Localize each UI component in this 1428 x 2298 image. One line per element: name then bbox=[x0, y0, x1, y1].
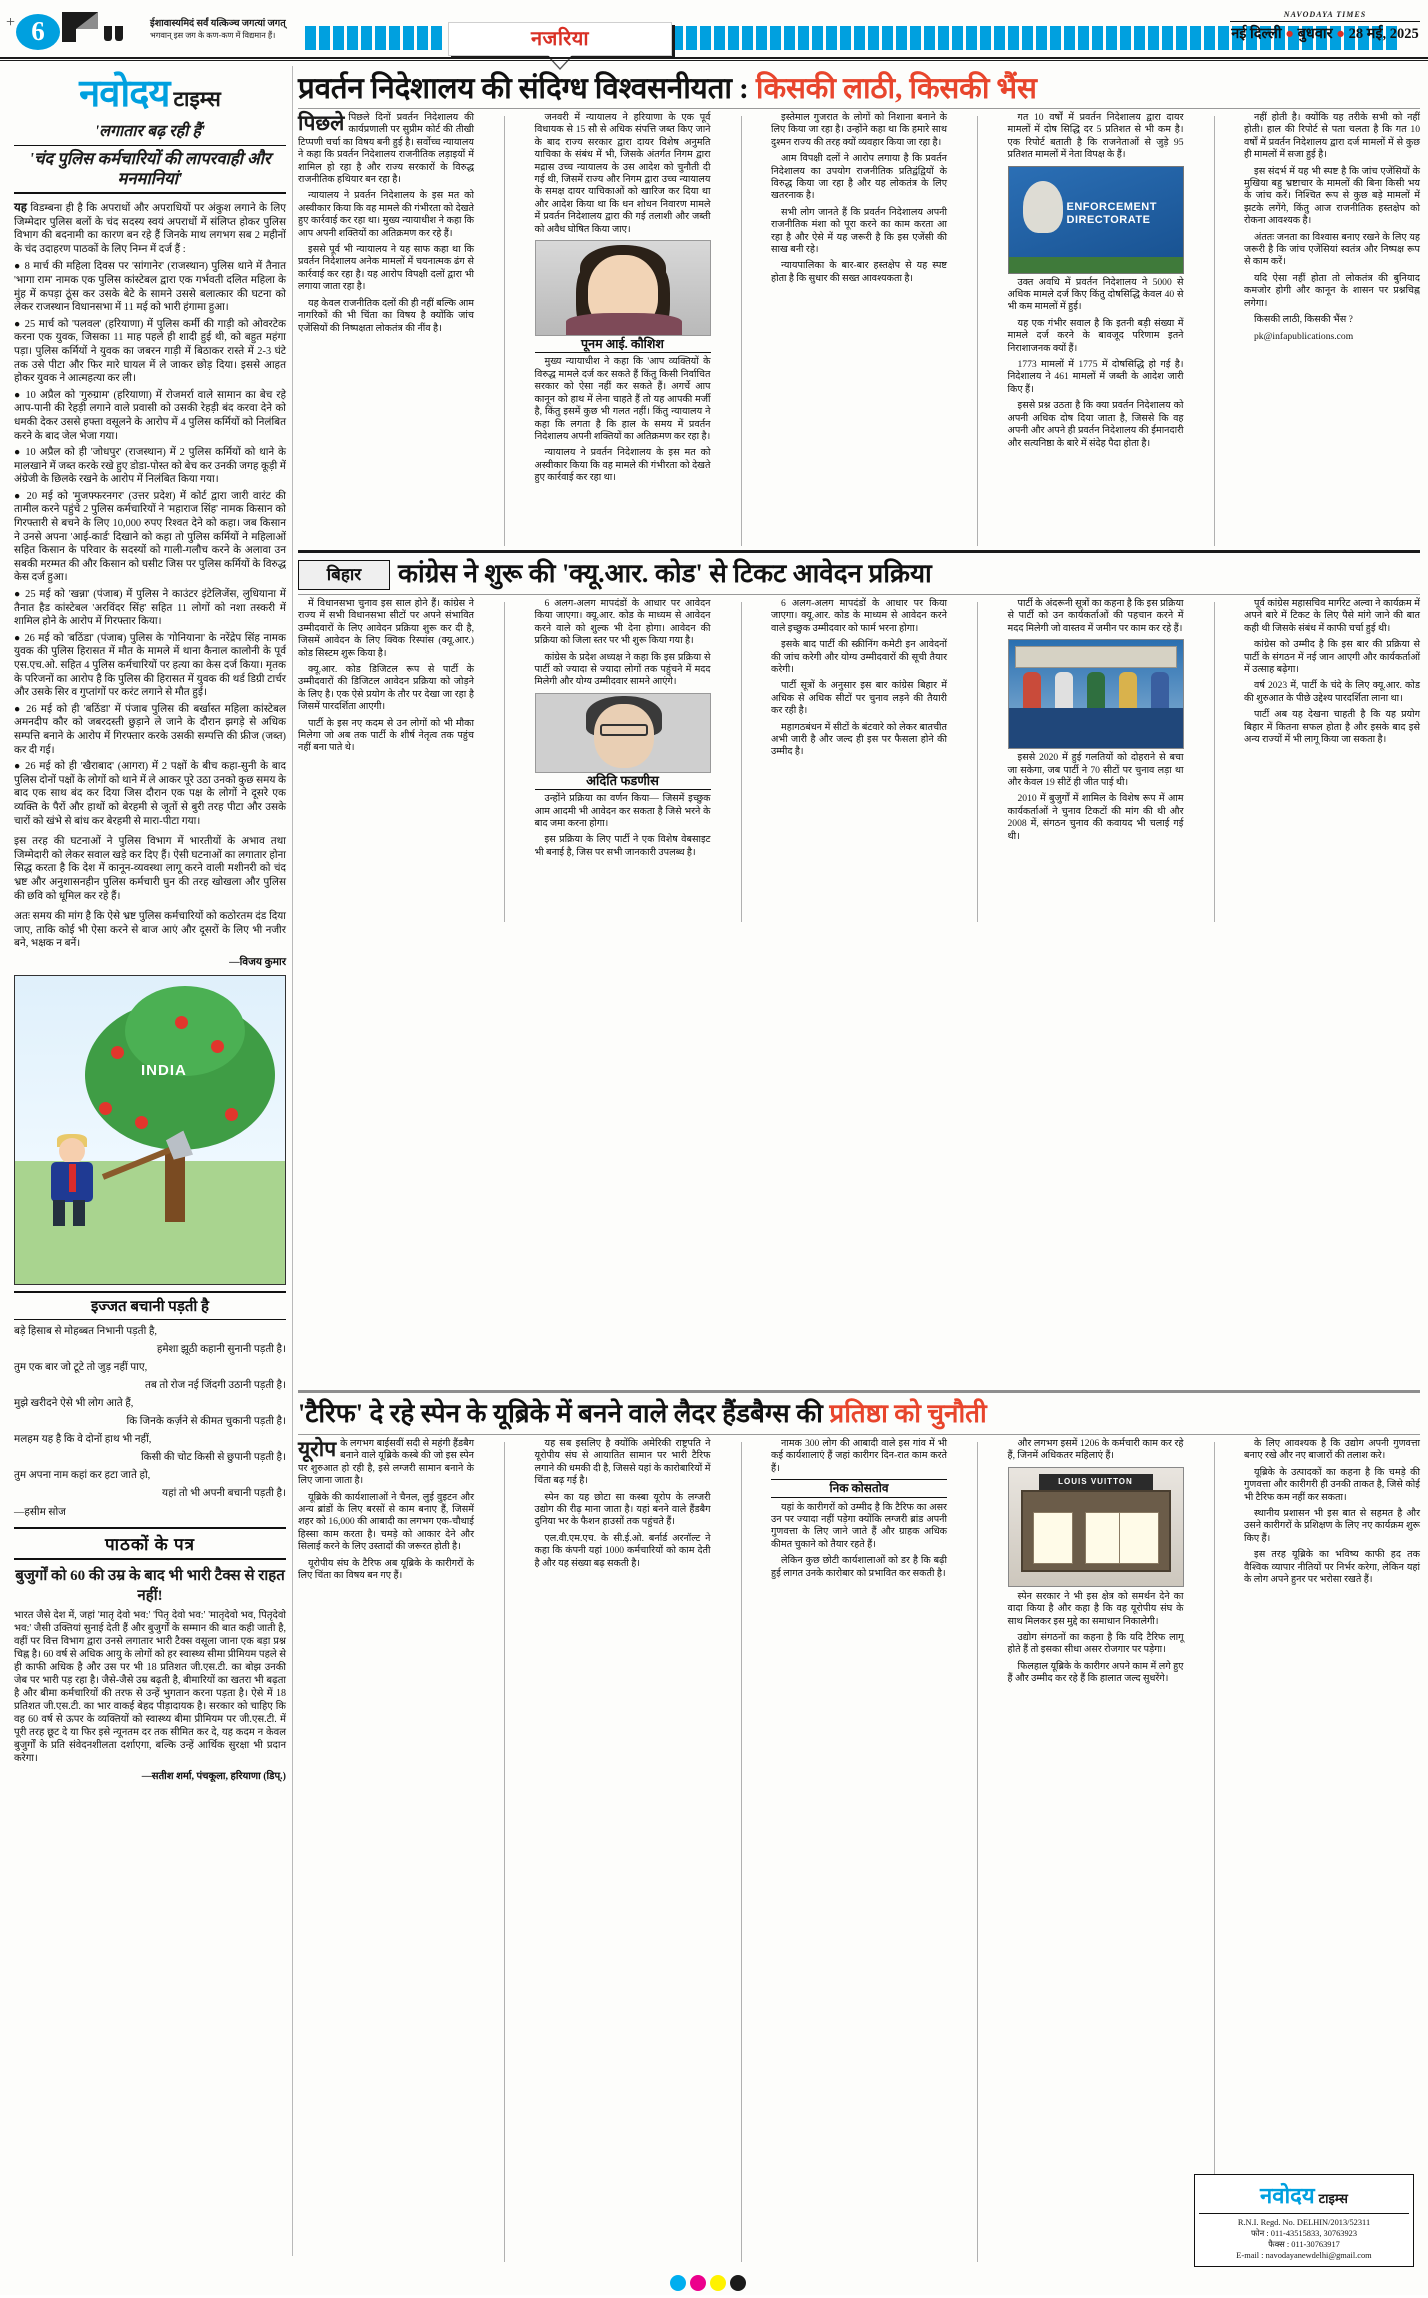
column-divider bbox=[1214, 602, 1215, 922]
page-number-badge: 6 bbox=[16, 14, 60, 50]
story-paragraph: स्पेन का यह छोटा सा कस्बा यूरोप के लग्जरी उद्योग की रीढ़ माना जाता है। यहां बनने वाले हैंडबैग दुनिया भर के फैशन हाउसों तक पहुंचते हैं। bbox=[534, 1491, 711, 1528]
decor-bar bbox=[896, 26, 907, 50]
cartoon-figure bbox=[41, 1138, 111, 1224]
editorial-lead bbox=[14, 201, 286, 256]
edition-date: 28 मई, 2025 bbox=[1348, 26, 1419, 42]
author-name: अदिति फडणीस bbox=[535, 775, 711, 790]
decor-bar bbox=[389, 26, 400, 50]
sanskrit-motto bbox=[150, 18, 300, 42]
imprint-logo bbox=[1199, 2180, 1409, 2210]
decor-bar bbox=[994, 26, 1005, 50]
decor-bar bbox=[714, 26, 725, 50]
decor-bar bbox=[1134, 26, 1145, 50]
decor-bar bbox=[1078, 26, 1089, 50]
sanskrit-line-2: भगवान् इस जग के कण-कण में विद्यमान हैं। bbox=[150, 31, 276, 40]
story-column bbox=[1244, 1438, 1420, 1590]
decor-bar bbox=[756, 26, 767, 50]
story-paragraph: यहां के कारीगरों को उम्मीद है कि टैरिफ का असर उन पर ज्यादा नहीं पड़ेगा क्योंकि लग्जरी ब्रांड अपनी गुणवत्ता के लिए जाने जाते हैं और ग्राहक अधिक कीमत चुकाने को तैयार रहते हैं। bbox=[771, 1501, 947, 1550]
story-paragraph: 1773 मामलों में 1775 में दोषसिद्धि हो गई है। निदेशालय ने 461 मामलों में जब्ती के आदेश जारी किए हैं। bbox=[1007, 359, 1184, 395]
poem-line: बड़े हिसाब से मोहब्बत निभानी पड़ती है, bbox=[14, 1325, 157, 1337]
story2-top-rule bbox=[298, 550, 1420, 553]
decor-bar bbox=[1092, 26, 1103, 50]
logo-times: टाइम्स bbox=[173, 87, 221, 111]
story-paragraph: पार्टी के इस नए कदम से उन लोगों को भी मौका मिलेगा जो अब तक पार्टी के शीर्ष नेतृत्व तक पहुंच नहीं बना पाते थे। bbox=[298, 717, 474, 754]
story-column bbox=[298, 1438, 474, 1586]
decor-bar bbox=[417, 26, 428, 50]
story-paragraph: स्थानीय प्रशासन भी इस बात से सहमत है और उसने कारीगरों के प्रशिक्षण के लिए नए कार्यक्रम शुरू किए हैं। bbox=[1244, 1508, 1420, 1544]
decor-bar bbox=[1162, 26, 1173, 50]
story-column bbox=[1244, 112, 1420, 347]
story-paragraph: स्पेन सरकार ने भी इस क्षेत्र को समर्थन देने का वादा किया है और कहा है कि वह यूरोपीय संघ के साथ मिलकर इस मुद्दे का समाधान निकालेगी। bbox=[1007, 1590, 1184, 1627]
editorial-closing-1: इस तरह की घटनाओं ने पुलिस विभाग में भारतीयों के अभाव तथा जिम्मेदारी को लेकर सवाल खड़े कर दिए हैं। ऐसी घटनाओं का लगातार होना सिद्ध करता है कि देश में कानून-व्यवस्था लागू करने वाली मशीनरी को चंद भ्रष्ट और अनुशासनहीन पुलिस कर्मचारी घुन की तरह खोखला और पुलिस की छवि को धूमिल कर रहे हैं। bbox=[14, 836, 286, 902]
quote-icon bbox=[104, 26, 128, 42]
story-paragraph: और लगभग इसमें 1206 के कर्मचारी काम कर रहे हैं, जिनमें अधिकतर महिलाएं हैं। bbox=[1007, 1438, 1184, 1462]
decor-bar bbox=[910, 26, 921, 50]
story-column bbox=[535, 112, 711, 489]
story-paragraph: सभी लोग जानते हैं कि प्रवर्तन निदेशालय अपनी राजनीतिक मंशा को पूरा करने का काम करता आ रहा है और ऐसे में यह जरूरी है कि इस एजेंसी की साख बनी रहे। bbox=[771, 206, 947, 256]
story-paragraph: यह केवल राजनीतिक दलों की ही नहीं बल्कि आम नागरिकों की भी चिंता का विषय है क्योंकि जांच एजेंसियों की निष्पक्षता लोकतंत्र की नींव है। bbox=[298, 297, 474, 334]
story-paragraph: जनवरी में न्यायालय ने हरियाणा के एक पूर्व विधायक से 15 सौ से अधिक संपत्ति जब्त किए जाने के बाद राज्य सरकार द्वारा दायर विशेष अनुमति याचिका के संबंध में भी, जिसके अंतर्गत निगम द्वारा मद्रास उच्च न्यायालय के उस आदेश को चुनौती दी गई थी, जिसमें राज्य और निगम द्वारा उच्च न्यायालय के समक्ष दायर याचिकाओं को खारिज कर दिया था और आदेश किया था कि धन शोधन निवारण मामले में प्रवर्तन निदेशालय द्वारा की गई तलाशी और जब्ती को अवैध घोषित किया जाए। bbox=[534, 112, 711, 235]
paper-name-en: NAVODAYA TIMES bbox=[1283, 10, 1367, 19]
decor-bar bbox=[1036, 26, 1047, 50]
poem-line: कि जिनके कर्ज़ने से कीमत चुकानी पड़ती है। bbox=[126, 1415, 286, 1427]
navodaya-logo bbox=[14, 66, 286, 141]
story3-columns bbox=[298, 1438, 1420, 2298]
story-paragraph: इस्तेमाल गुजरात के लोगों को निशाना बनाने के लिए किया जा रहा है। उन्होंने कहा था कि हमारे साथ दुश्मन राज्य की तरह क्यों व्यवहार किया जा रहा है। bbox=[771, 112, 947, 148]
story-paragraph: एल.वी.एम.एच. के सी.ई.ओ. बर्नार्ड अरनॉल्ट ने कहा कि कंपनी यहां 1000 कर्मचारियों को काम देती है और यह संख्या बढ़ सकती है। bbox=[534, 1532, 711, 1569]
column-divider bbox=[1214, 116, 1215, 546]
story2-columns bbox=[298, 598, 1420, 928]
sanskrit-line-1: ईशावास्यमिदं सर्वं यत्किञ्च जगत्यां जगत् bbox=[150, 18, 286, 29]
story3-headline-black: 'टैरिफ' दे रहे स्पेन के यूब्रिके में बनने वाले लैदर हैंडबैग्स की bbox=[298, 1399, 823, 1428]
story-paragraph: इससे 2020 में हुई गलतियों को दोहराने से बचा जा सकेगा, जब पार्टी ने 70 सीटों पर चुनाव लड़ा था और केवल 19 सीटें ही जीत पाई थी। bbox=[1007, 752, 1184, 789]
decor-bar bbox=[347, 26, 358, 50]
imprint-email: E-mail : navodayanewdelhi@gmail.com bbox=[1236, 2251, 1372, 2260]
story2-headline-text: कांग्रेस ने शुरू की 'क्यू.आर. कोड' से टिकट आवेदन प्रक्रिया bbox=[398, 559, 932, 588]
story-paragraph: आम विपक्षी दलों ने आरोप लगाया है कि प्रवर्तन निदेशालय का उपयोग राजनीतिक प्रतिद्वंद्वियों के विरुद्ध किया जा रहा है और यह लोकतंत्र के लिए खतरनाक है। bbox=[771, 153, 947, 202]
decor-bar bbox=[798, 26, 809, 50]
story-paragraph: इस तरह यूब्रिके का भविष्य काफी हद तक वैश्विक व्यापार नीतियों पर निर्भर करेगा, लेकिन यहां के लोग अपने हुनर पर भरोसा रखते हैं। bbox=[1244, 1549, 1420, 1586]
decor-bar bbox=[319, 26, 330, 50]
column-divider bbox=[1214, 1442, 1215, 2262]
header-rule bbox=[0, 57, 1428, 59]
poem-line: तुम एक बार जो टूटे तो जुड़ नहीं पाए, bbox=[14, 1361, 148, 1373]
decor-bar bbox=[770, 26, 781, 50]
column-divider-main bbox=[292, 66, 293, 2256]
column-divider bbox=[504, 116, 505, 546]
story2-headline bbox=[398, 558, 1418, 590]
decor-bar bbox=[1148, 26, 1159, 50]
poem-line: तुम अपना नाम कहां कर हटा जाते हो, bbox=[14, 1469, 151, 1481]
decor-bar bbox=[305, 26, 316, 50]
decor-bar bbox=[1218, 26, 1229, 50]
main-headline-black: प्रवर्तन निदेशालय की संदिग्ध विश्वसनीयता : bbox=[298, 73, 749, 105]
story-column bbox=[771, 598, 947, 763]
decor-bar bbox=[952, 26, 963, 50]
imprint-phone: फोन : 011-43515833, 30763923 bbox=[1250, 2229, 1358, 2238]
separator-dot-2: ● bbox=[1336, 26, 1345, 42]
story-column bbox=[535, 598, 711, 863]
column-divider bbox=[977, 602, 978, 922]
column-divider bbox=[741, 116, 742, 546]
story-paragraph: कांग्रेस के प्रदेश अध्यक्ष ने कहा कि इस प्रक्रिया से पार्टी को ज्यादा से ज्यादा लोगों तक पहुंचने में मदद मिलेगी और योग्य उम्मीदवार सामने आएंगे। bbox=[534, 651, 711, 688]
editorial-bullet: ● 8 मार्च की महिला दिवस पर 'सांगानेर' (राजस्थान) पुलिस थाने में तैनात 'भागा राम' नामक एक पुलिस कांस्टेबल द्वारा एक गर्भवती दलित महिला के मुंह में कपड़ा ठूंस कर उसके बेटे के सामने उससे बलात्कार की घटना को लेकर राजस्थान विधानसभा में 11 मई को भारी हंगामा हुआ। bbox=[14, 261, 286, 314]
decor-bar bbox=[375, 26, 386, 50]
decor-bar bbox=[966, 26, 977, 50]
dropcap: यूरोप bbox=[298, 1437, 337, 1461]
story-paragraph: 6 अलग-अलग मापदंडों के आधार पर आवेदन किया जाएगा। क्यू.आर. कोड के माध्यम से आवेदन करने वाले को शुल्क भी देना होगा। आवेदन की प्रक्रिया को जिला स्तर पर भी शुरू किया गया है। bbox=[534, 598, 711, 647]
poem-title: इज्जत बचानी पड़ती है bbox=[14, 1291, 286, 1320]
editorial-bullet: ● 26 मई को ही 'खैराबाद' (आगरा) में 2 पक्षों के बीच कहा-सुनी के बाद पुलिस दोनों पक्षों के लोगों को थाने में ले आकर पूरे उठा उनको कुछ समय के बाद एक साथ बंद कर दिया जिस दौरान एक पक्ष के लोगों ने दूसरे एक व्यक्ति के पैरों और हाथों को बेरहमी से जूतों से बुरी तरह पीटा और उसके चारों को खंभे से बांध कर बेरहमी से मारा-पीटा गया। bbox=[14, 761, 286, 827]
story-paragraph: इससे पूर्व भी न्यायालय ने यह साफ कहा था कि प्रवर्तन निदेशालय अनेक मामलों में चयनात्मक ढंग से कार्रवाई कर रहा है। यह आरोप विपक्षी दलों द्वारा भी लगाया जाता रहा है। bbox=[298, 244, 474, 293]
story-paragraph: महागठबंधन में सीटों के बंटवारे को लेकर बातचीत अभी जारी है और जल्द ही इस पर फैसला होने की उम्मीद है। bbox=[771, 721, 947, 758]
story-paragraph: उन्होंने प्रक्रिया का वर्णन किया— जिसमें इच्छुक आम आदमी भी आवेदन कर सकता है जिसे भरने के बाद जमा करना होगा। bbox=[534, 793, 711, 830]
author-name: पूनम आई. कौशिश bbox=[535, 338, 711, 353]
author-photo-block bbox=[535, 240, 711, 353]
story-paragraph: यह सब इसलिए है क्योंकि अमेरिकी राष्ट्रपति ने यूरोपीय संघ से आयातित सामान पर भारी टैरिफ लगाने की धमकी दी है, जिससे यहां के कारोबारियों में चिंता बढ़ गई है। bbox=[534, 1438, 711, 1487]
editorial-lead-bold: यह bbox=[14, 201, 27, 214]
editorial-lead-text: विडम्बना ही है कि अपराधों और अपराधियों पर अंकुश लगाने के लिए जिम्मेदार पुलिस बलों के चंद सदस्य स्वयं अपराधों में संलिप्त होकर पुलिस विभाग की बदनामी का कारण बन रहे हैं जिनके माथ लगभग सब 2 महीनों के चंद उदाहरण पाठकों के लिए निम्न में दर्ज हैं : bbox=[14, 203, 286, 255]
editorial-bullet-list bbox=[14, 260, 286, 828]
imprint-logo-navodaya: नवोदय bbox=[1260, 2183, 1315, 2208]
cmyk-registration-marks bbox=[670, 2275, 750, 2291]
cartoon-tree-label: INDIA bbox=[141, 1061, 187, 1079]
story-paragraph: मुख्य न्यायाधीश ने कहा कि 'आप व्यक्तियों के विरुद्ध मामले दर्ज कर सकते हैं किंतु किसी निर्वाचित सरकार को ऐसा नहीं कर सकते हैं। अगर्चे आप कानून को हाथ में लेना चाहते हैं तो यह आपकी मर्जी है, किंतु इसमें कुछ भी गलत नहीं। किंतु न्यायालय ने कहा कि लगता है कि हाल के समय में प्रवर्तन निदेशालय अपनी शक्तियों का अतिक्रमण कर रहा है। bbox=[534, 356, 711, 442]
decor-bar bbox=[333, 26, 344, 50]
letters-section-title: पाठकों के पत्र bbox=[14, 1527, 286, 1560]
story-paragraph: नामक 300 लोग की आबादी वाले इस गांव में भी कई कार्यशालाएं हैं जहां कारीगर दिन-रात काम करते हैं। bbox=[771, 1438, 947, 1474]
decor-bar bbox=[403, 26, 414, 50]
story-paragraph: न्यायालय ने प्रवर्तन निदेशालय के इस मत को अस्वीकार किया कि वह मामले की गंभीरता को देखते हुए कार्रवाई कर रहा था। bbox=[534, 447, 711, 484]
column-divider bbox=[977, 116, 978, 546]
story-paragraph: नहीं होती है। क्योंकि यह तरीके सभी को नहीं होती। हाल की रिपोर्ट से पता चलता है कि गत 10 वर्षों में प्रवर्तन निदेशालय द्वारा दर्ज मामलों में से कुछ ही मामलों में सजा हुई है। bbox=[1244, 112, 1420, 161]
poem-line: किसी की चोट किसी से छुपानी पड़ती है। bbox=[140, 1451, 286, 1463]
decor-bar bbox=[1008, 26, 1019, 50]
story-paragraph: 2010 में बुजुर्गों में शामिल के विशेष रूप में आम कार्यकर्ताओं ने चुनाव टिकटों की मांग की थी और 2008 में, संगठन चुनाव की कवायद भी चलाई गई थी। bbox=[1007, 793, 1184, 842]
header-rule-2 bbox=[0, 60, 1428, 61]
story-paragraph: पार्टी सूत्रों के अनुसार इस बार कांग्रेस बिहार में अधिक से अधिक सीटों पर चुनाव लड़ने की तैयारी कर रही है। bbox=[771, 680, 947, 717]
editorial-bullet: ● 10 अप्रैल को 'गुरुग्राम' (हरियाणा) में रोजमर्रा वाले सामान का बेच रहे आप-पानी की रेहड़ी लगाने वाले प्रवासी को उसकी रेहड़ी बंद करवा देने को धमकी देकर उससे हफ्ता वसूलने के आरोप में 4 पुलिस कर्मियों को निलंबित करने के बाद जेल भेजा गया। bbox=[14, 389, 286, 442]
poem-signature: —हसीम सोज bbox=[14, 1506, 66, 1518]
story-paragraph: किसकी लाठी, किसकी भैंस ? bbox=[1254, 314, 1353, 326]
decor-bar bbox=[728, 26, 739, 50]
decor-bar bbox=[882, 26, 893, 50]
story-paragraph: यूब्रिके के उत्पादकों का कहना है कि चमड़े की गुणवत्ता और कारीगरी ही उनकी ताकत है, जिसे कोई भी टैरिफ कम नहीं कर सकता। bbox=[1244, 1466, 1420, 1503]
headline-rule bbox=[298, 108, 1420, 109]
editorial-bullet: ● 10 अप्रैल को ही 'जोधपुर' (राजस्थान) में 2 पुलिस कर्मियों को थाने के मालखाने में जब्त करके रखे हुए डोडा-पोस्त को बेच कर उनकी जगह कूड़ी में अंग्रेजी के छिलके रखने के आरोप में निलंबित किया गया। bbox=[14, 447, 286, 486]
story3-headline bbox=[298, 1398, 1420, 1430]
imprint-logo-times: टाइम्स bbox=[1318, 2191, 1348, 2206]
story-column bbox=[771, 1438, 947, 1584]
poem-line: यहां तो भी अपनी बचानी पड़ती है। bbox=[162, 1487, 286, 1499]
editorial-subhead: 'चंद पुलिस कर्मचारियों की लापरवाही और मनमानियां' bbox=[14, 145, 286, 194]
story-column bbox=[298, 598, 474, 759]
story-paragraph: पिछले पिछले दिनों प्रवर्तन निदेशालय की कार्यप्रणाली पर सुप्रीम कोर्ट की तीखी टिप्पणी चर्चा का विषय बनी हुई है। सर्वोच्च न्यायालय ने कहा कि प्रवर्तन निदेशालय राजनीतिक लड़ाइयों में शामिल हो रहा है और राज्य सरकारों के विरुद्ध राजनीतिक हथियार बन रहा है। bbox=[298, 111, 474, 186]
poem-line: मलहम यह है कि वे दोनों हाथ भी नहीं, bbox=[14, 1433, 152, 1445]
story-column bbox=[1008, 1438, 1184, 1690]
story-paragraph: pk@infapublications.com bbox=[1254, 330, 1354, 342]
main-story-columns bbox=[298, 112, 1420, 552]
column-divider bbox=[741, 602, 742, 922]
enforcement-directorate-photo bbox=[1008, 166, 1184, 274]
author-photo bbox=[535, 240, 711, 336]
decor-bar bbox=[1064, 26, 1075, 50]
story-paragraph: यह एक गंभीर सवाल है कि इतनी बड़ी संख्या में मामले दर्ज करने के बावजूद परिणाम इतने निराशाजनक क्यों हैं। bbox=[1007, 317, 1184, 354]
story-column bbox=[1008, 598, 1184, 847]
left-editorial-column bbox=[14, 66, 286, 1782]
flag-icon bbox=[62, 12, 104, 42]
story-paragraph: पार्टी अब यह देखना चाहती है कि यह प्रयोग बिहार में कितना सफल होता है और इसके बाद इसे अन्य राज्यों में भी लागू किया जा सकता है। bbox=[1244, 709, 1420, 746]
story-paragraph: अंततः जनता का विश्वास बनाए रखने के लिए यह जरूरी है कि जांच एजेंसियां स्वतंत्र और निष्पक्ष रूप से काम करें। bbox=[1244, 231, 1420, 268]
editorial-bullet: ● 25 मार्च को 'पलवल' (हरियाणा) में पुलिस कर्मी की गाड़ी को ओवरटेक करना एक युवक, जिसका 11 माह पहले ही शादी हुई थी, को बहुत महंगा पड़ा। पुलिस कर्मियों ने युवक का जबरन गाड़ी में बिठाकर रास्ते में 2-3 घंटे तक उसे पीटा और फिर मारे घायल में ले जाकर छोड़ दिया। इससे आहत होकर युवक ने आत्महत्या कर ली। bbox=[14, 318, 286, 385]
logo-navodaya: नवोदय bbox=[79, 73, 170, 115]
decor-bar bbox=[1190, 26, 1201, 50]
imprint-rni: R.N.I. Regd. No. DELHIN/2013/52311 bbox=[1237, 2218, 1371, 2227]
imprint-fax: फैक्स : 011-30763917 bbox=[1268, 2240, 1340, 2249]
story-paragraph: यूरोपीय संघ के टैरिफ अब यूब्रिके के कारीगरों के लिए चिंता का विषय बन गए हैं। bbox=[298, 1557, 474, 1582]
author-photo bbox=[535, 693, 711, 773]
decor-bar bbox=[686, 26, 697, 50]
decor-bar bbox=[784, 26, 795, 50]
story3-headline-red: प्रतिष्ठा को चुनौती bbox=[829, 1399, 987, 1428]
store-signboard: LOUIS VUITTON bbox=[1039, 1474, 1153, 1490]
byline: निक कोसतोव bbox=[771, 1479, 947, 1497]
editorial-signature: —विजय कुमार bbox=[229, 956, 286, 968]
logo-tagline: 'लगातार बढ़ रही हैं' bbox=[94, 123, 206, 140]
poem-line: हमेशा झूठी कहानी सुनानी पड़ती है। bbox=[156, 1343, 286, 1355]
decor-bar bbox=[1050, 26, 1061, 50]
decor-bar bbox=[1106, 26, 1117, 50]
story-paragraph: गत 10 वर्षों में प्रवर्तन निदेशालय द्वारा दायर मामलों में दोष सिद्धि दर 5 प्रतिशत से भी कम है। एक रिपोर्ट बताती है कि राजनेताओं से जुड़े 95 प्रतिशत मामलों में नेता विपक्ष के हैं। bbox=[1007, 112, 1184, 161]
decor-bar bbox=[938, 26, 949, 50]
crop-mark-icon: + bbox=[6, 14, 16, 31]
decor-bar bbox=[924, 26, 935, 50]
story-paragraph: यूब्रिके की कार्यशालाओं ने चैनल, लुई वुइटन और अन्य ब्रांडों के लिए बरसों से काम बनाए हैं, जिसमें शहर को 16,000 की आबादी का लगभग एक-चौथाई हिस्सा काम करता है। चमड़े को आकार देने और सिलाई करने के लिए उस्तादों की जरूरत होती है। bbox=[298, 1491, 474, 1553]
editorial-bullet: ● 20 मई को 'मुजफ्फरनगर' (उत्तर प्रदेश) में कोर्ट द्वारा जारी वारंट की तामील करने पहुंचे 2 पुलिस कर्मचारियों ने 'महाराज सिंह' नामक किसान को गिरफ्तारी से बचने के लिए 10,000 रुपए रिश्वत देने को कहा। जब किसान ने उनसे अपना 'आई-कार्ड' दिखाने को कहा तो पुलिस कर्मियों ने महिलाओं सहित किसान के परिवार के सदस्यों को गाली-गलौच करने के अलावा उन सबकी मरम्मत की और किसान को घसीट जिस पर पुलिस कर्मियों के विरुद्ध केस दर्ज हुआ। bbox=[14, 490, 286, 584]
editorial-bullet: ● 26 मई को 'बठिंडा' (पंजाब) पुलिस के 'गोनियाना' के नरेंद्रेप सिंह नामक युवक की पुलिस हिरासत में मौत के मामले में थाना कैनाल कालोनी के पूर्व एस.एच.ओ. सहित 4 पुलिस कर्मचारियों पर हत्या का केस दर्ज किया। मृतक के परिजनों का आरोप है कि पुलिस की हिरासत में युवक की थर्ड डिग्री टार्चर और उसके सिर व गुप्तांगों पर करंट लगाने से मौत हुई। bbox=[14, 632, 286, 699]
editorial-closing-2: अतः समय की मांग है कि ऐसे भ्रष्ट पुलिस कर्मचारियों को कठोरतम दंड दिया जाए, ताकि कोई भी ऐसा करने से बाज आएं और दूसरों के लिए भी नजीर बने, भक्षक न बनें। bbox=[14, 911, 286, 950]
decor-bar bbox=[1176, 26, 1187, 50]
decor-bar bbox=[812, 26, 823, 50]
decor-bar bbox=[980, 26, 991, 50]
story-paragraph: न्यायपालिका के बार-बार हस्तक्षेप से यह स्पष्ट होता है कि सुधार की सख्त आवश्यकता है। bbox=[771, 260, 947, 284]
poem-line: तब तो रोज नई जिंदगी उठानी पड़ती है। bbox=[144, 1379, 286, 1391]
story-paragraph: वर्ष 2023 में, पार्टी के चंदे के लिए क्यू.आर. कोड की शुरुआत के पीछे उद्देश्य पारदर्शिता लाना था। bbox=[1244, 680, 1420, 704]
story-paragraph: लेकिन कुछ छोटी कार्यशालाओं को डर है कि बढ़ी हुई लागत उनके कारोबार को प्रभावित कर सकती है। bbox=[771, 1555, 947, 1579]
page-header bbox=[0, 0, 1428, 58]
story-column bbox=[771, 112, 947, 289]
story2-kicker: बिहार bbox=[298, 560, 390, 590]
glasses-icon bbox=[600, 724, 648, 736]
story2-rule bbox=[298, 594, 1420, 595]
poem-line: मुझे खरीदने ऐसे भी लोग आते हैं, bbox=[14, 1397, 134, 1409]
decor-bar bbox=[1204, 26, 1215, 50]
decor-bars-left bbox=[305, 26, 445, 50]
separator-dot-1: ● bbox=[1285, 26, 1294, 42]
letter-signature: —सतीश शर्मा, पंचकूला, हरियाणा (डिप्.) bbox=[141, 1770, 286, 1782]
story-paragraph: इसके बाद पार्टी की स्क्रीनिंग कमेटी इन आवेदनों की जांच करेगी और योग्य उम्मीदवारों की सूची तैयार करेगी। bbox=[771, 639, 947, 676]
dropcap: पिछले bbox=[298, 111, 345, 135]
story-paragraph: यदि ऐसा नहीं होता तो लोकतंत्र की बुनियाद कमजोर होगी और कानून के शासन पर प्रश्नचिह्न लगेगा। bbox=[1244, 272, 1420, 309]
story-paragraph: में विधानसभा चुनाव इस साल होने हैं। कांग्रेस ने राज्य में सभी विधानसभा सीटों पर अपने संभावित उम्मीदवारों के लिए आवेदन प्रक्रिया शुरू कर दी है, जिसमें आवेदन के लिए क्विक रिस्पांस (क्यू.आर.) कोड सिस्टम शुरू किया है। bbox=[298, 598, 474, 659]
editorial-bullet: ● 26 मई को ही 'बठिंडा' में पंजाब पुलिस की बर्खास्त महिला कांस्टेबल अमनदीप कौर को जबरदस्ती छुड़ाने ले जाने के दौरान झगड़े से अधिक सम्पत्ति बनाने के आरोप में गिरफ्तार करके उसकी सम्पत्ति की फ्रीज (जब्त) कर दी गई। bbox=[14, 703, 286, 756]
decor-bar bbox=[431, 26, 442, 50]
decor-bar bbox=[700, 26, 711, 50]
louis-vuitton-store-photo bbox=[1008, 1467, 1184, 1587]
story-column bbox=[298, 112, 474, 339]
story-paragraph: के लिए आवश्यक है कि उद्योग अपनी गुणवत्ता बनाए रखे और नए बाजारों की तलाश करे। bbox=[1244, 1438, 1420, 1462]
author2-photo-block bbox=[535, 693, 711, 790]
decor-bar bbox=[361, 26, 372, 50]
section-tab: नजरिया bbox=[448, 22, 672, 56]
poem-body bbox=[14, 1325, 286, 1501]
edition-info bbox=[1230, 10, 1420, 43]
emblem-icon bbox=[1023, 181, 1063, 233]
story-paragraph: क्यू.आर. कोड डिजिटल रूप से पार्टी के उम्मीदवारों की डिजिटल आवेदन प्रक्रिया को जोड़ने के लिए है। एक ऐसे प्रयोग के तौर पर देखा जा रहा है जिसमें पारदर्शिता आएगी। bbox=[298, 664, 474, 713]
ed-signboard-text: ENFORCEMENT DIRECTORATE bbox=[1066, 200, 1157, 226]
imprint-box bbox=[1194, 2174, 1414, 2267]
story-paragraph: उक्त अवधि में प्रवर्तन निदेशालय ने 5000 से अधिक मामले दर्ज किए किंतु दोषसिद्धि केवल 40 से भी कम मामलों में हुई। bbox=[1007, 276, 1184, 313]
main-story-headline bbox=[298, 72, 1420, 106]
story3-rule bbox=[298, 1434, 1420, 1435]
story-paragraph: फिलहाल यूब्रिके के कारीगर अपने काम में लगे हुए हैं और उम्मीद कर रहे हैं कि हालात जल्द सुधरेंगे। bbox=[1007, 1660, 1184, 1685]
decor-bar bbox=[1022, 26, 1033, 50]
decor-bar bbox=[1120, 26, 1131, 50]
decor-bar bbox=[826, 26, 837, 50]
editorial-bullet: ● 25 मई को 'खन्ना' (पंजाब) में पुलिस ने काउंटर इंटेलिजेंस, लुधियाना में तैनात हैड कांस्टेबल 'अरविंदर सिंह' सहित 11 लोगों को नशा तस्करी में शामिल होने के आरोप में गिरफ्तार किया। bbox=[14, 589, 286, 628]
story-paragraph: पूर्व कांग्रेस महासचिव मार्गरेट अल्वा ने कार्यक्रम में अपने बारे में टिकट के लिए पैसे मांगे जाने की बात कही थी जिसके संबंध में काफी चर्चा हुई थी। bbox=[1244, 598, 1420, 634]
story-paragraph: इस संदर्भ में यह भी स्पष्ट है कि जांच एजेंसियों के मुखिया बहु भ्रष्टाचार के मामलों की बिना किसी भय के जांच करें। निश्चित रूप से कुछ बड़े मामलों में झटके लगेंगे, किंतु आज राजनीतिक हस्तक्षेप को रोकना आवश्यक है। bbox=[1244, 165, 1420, 227]
story3-top-rule bbox=[298, 1390, 1420, 1393]
column-divider bbox=[504, 602, 505, 922]
decor-bar bbox=[672, 26, 683, 50]
decor-bar bbox=[840, 26, 851, 50]
column-divider bbox=[741, 1442, 742, 2262]
main-headline-red: किसकी लाठी, किसकी भैंस bbox=[755, 73, 1037, 105]
decor-bar bbox=[868, 26, 879, 50]
story-column bbox=[1244, 598, 1420, 750]
decor-bar bbox=[742, 26, 753, 50]
column-divider bbox=[977, 1442, 978, 2262]
story-paragraph: इससे प्रश्न उठता है कि क्या प्रवर्तन निदेशालय को अपनी अधिक दोष दिया जाता है, जिससे कि वह अपनी और अपने ही प्रवर्तन निदेशालय की ईमानदारी और सत्यनिष्ठा के बारे में संदेह पैदा होता है। bbox=[1007, 400, 1184, 449]
column-divider bbox=[504, 1442, 505, 2262]
story-paragraph: इस प्रक्रिया के लिए पार्टी ने एक विशेष वेबसाइट भी बनाई है, जिस पर सभी जानकारी उपलब्ध है। bbox=[534, 834, 711, 858]
edition-line bbox=[1230, 23, 1420, 43]
letter-headline: बुजुर्गों को 60 की उम्र के बाद भी भारी टैक्स से राहत नहीं! bbox=[15, 1567, 285, 1604]
story-paragraph: 6 अलग-अलग मापदंडों के आधार पर किया जाएगा। क्यू.आर. कोड के माध्यम से आवेदन करने वाले इच्छुक उम्मीदवार को फार्म भरना होगा। bbox=[771, 598, 947, 634]
decor-bar bbox=[854, 26, 865, 50]
congress-event-photo bbox=[1008, 639, 1184, 749]
letter-body: भारत जैसे देश में, जहां 'मातृ देवो भव:' 'पितृ देवो भव:' 'मातृदेवो भव, पितृदेवो भव:' जैसी उक्तियां सुनाई देती हैं और बुजुर्गों के सम्मान की बात कही जाती है, वहीं पर वित्त विभाग द्वारा उनसे लगातार भारी टैक्स वसूला जाना एक बड़ा प्रश्न चिह्न है। 60 वर्ष से अधिक आयु के लोगों को हर स्वास्थ्य सीमा प्रीमियम पहले से ही काफी अधिक है और उस पर भी 18 प्रतिशत जी.एस.टी. का बोझ उनकी जेब पर भारी पड़ रहा है। जैसे-जैसे उम्र बढ़ती है, बीमारियों का खतरा भी बढ़ता है और बीमा कर्मचारियों की तरफ से उन्हें भुगतान करना पड़ता है। ऐसे में 18 प्रतिशत जी.एस.टी. का भार वाकई बेहद पीड़ादायक है। सरकार को चाहिए कि वह 60 वर्ष से ऊपर के व्यक्तियों को स्वास्थ्य बीमा प्रीमियम पर जी.एस.टी. में पूरी तरह छूट दे या फिर इसे न्यूनतम दर तक सीमित कर दे, यह कदम न केवल बुजुर्गों के प्रति संवेदनशीलता दर्शाएगा, बल्कि उन्हें आर्थिक सुरक्षा भी प्रदान करेगा। bbox=[14, 1609, 286, 1764]
edition-city: नई दिल्ली bbox=[1231, 26, 1282, 42]
story-paragraph: पार्टी के अंदरूनी सूत्रों का कहना है कि इस प्रक्रिया से पार्टी को उन कार्यकर्ताओं की पहचान करने में मदद मिलेगी जो वास्तव में जमीन पर काम कर रहे हैं। bbox=[1007, 598, 1184, 634]
story-paragraph: न्यायालय ने प्रवर्तन निदेशालय के इस मत को अस्वीकार किया कि वह मामले की गंभीरता को देखते हुए कार्रवाई कर रहा था। मुख्य न्यायाधीश ने कहा कि आप अपनी शक्तियों का अतिक्रमण कर रहे हैं। bbox=[298, 190, 474, 239]
story-column bbox=[1008, 112, 1184, 454]
story-paragraph: उद्योग संगठनों का कहना है कि यदि टैरिफ लागू होते हैं तो इसका सीधा असर रोजगार पर पड़ेगा। bbox=[1007, 1632, 1184, 1656]
political-cartoon bbox=[14, 975, 286, 1285]
edition-day: बुधवार bbox=[1297, 26, 1333, 42]
story-paragraph: यूरोप के लगभग बाईसवीं सदी से महंगी हैंडबैग बनाने वाले यूब्रिके कस्बे की जो इस स्पेन पर शुरुआत हो रही है, इसे लग्जरी सामान बनाने के लिए जाना जाता है। bbox=[298, 1437, 474, 1487]
story-paragraph: कांग्रेस को उम्मीद है कि इस बार की प्रक्रिया से पार्टी के संगठन में नई जान आएगी और कार्यकर्ताओं में उत्साह बढ़ेगा। bbox=[1244, 639, 1420, 676]
story-column bbox=[535, 1438, 711, 1574]
